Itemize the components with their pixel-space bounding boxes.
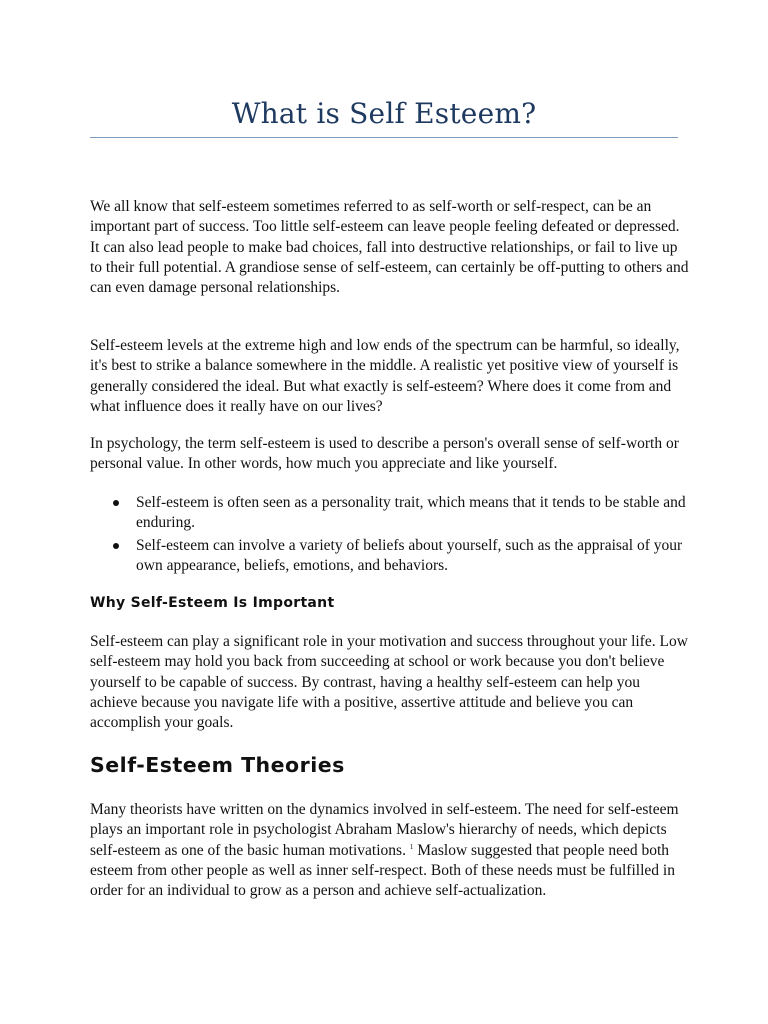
section-heading-importance: Why Self-Esteem Is Important xyxy=(90,595,335,611)
bullet-list xyxy=(90,493,690,578)
definition-paragraph: In psychology, the term self-esteem is used to describe a person's overall sense of self-worth or personal value. In other words, how much you appreciate and like yourself. xyxy=(90,435,679,473)
balance-paragraph: Self-esteem levels at the extreme high and low ends of the spectrum can be harmful, so ideally, it's best to strike a balance somewhere in the middle. A realistic yet positive view of yourself is generally considered the ideal. But what exactly is self-esteem? Where does it come from and what influence does it really have on our lives? xyxy=(90,337,680,415)
bullet-icon xyxy=(113,500,119,506)
bullet-list-item xyxy=(90,493,690,534)
bullet-list-item xyxy=(90,536,690,577)
section-heading-theories: Self-Esteem Theories xyxy=(90,753,345,777)
document-title: What is Self Esteem? xyxy=(231,97,537,130)
bullet-text: Self-esteem is often seen as a personality trait, which means that it tends to be stable and enduring. xyxy=(136,494,686,532)
theories-text-part-1: Many theorists have written on the dynamics involved in self-esteem. The need for self-esteem plays an important role in psychologist Abraham Maslow's hierarchy of needs, which depicts self-esteem as one of the basic human motivations. xyxy=(90,801,679,859)
bullet-icon xyxy=(113,543,119,549)
bullet-text: Self-esteem can involve a variety of beliefs about yourself, such as the appraisal of your own appearance, beliefs, emotions, and behaviors. xyxy=(136,536,683,574)
title-underline-rule xyxy=(90,137,678,138)
footnote-reference: 1 xyxy=(409,842,414,851)
theories-paragraph xyxy=(90,800,690,901)
importance-paragraph: Self-esteem can play a significant role in your motivation and success throughout your life. Low self-esteem may hold you back from succeeding at school or work because you don't believe yourself to be capable of success. By contrast, having a healthy self-esteem can help you achieve because you navigate life with a positive, assertive attitude and believe you can accomplish your goals. xyxy=(90,633,688,732)
theories-text-part-2: Maslow suggested that people need both esteem from other people as well as inner self-respect. Both of these needs must be fulfilled in order for an individual to grow as a person and achieve self-actualization. xyxy=(90,841,675,900)
intro-paragraph: We all know that self-esteem sometimes referred to as self-worth or self-respect, can be an important part of success. Too little self-esteem can leave people feeling defeated or depressed. It can also lead people to make bad choices, fall into destructive relationships, or fail to live up to their full potential. A grandiose sense of self-esteem, can certainly be off-putting to others and can even damage personal relationships. xyxy=(90,198,689,297)
